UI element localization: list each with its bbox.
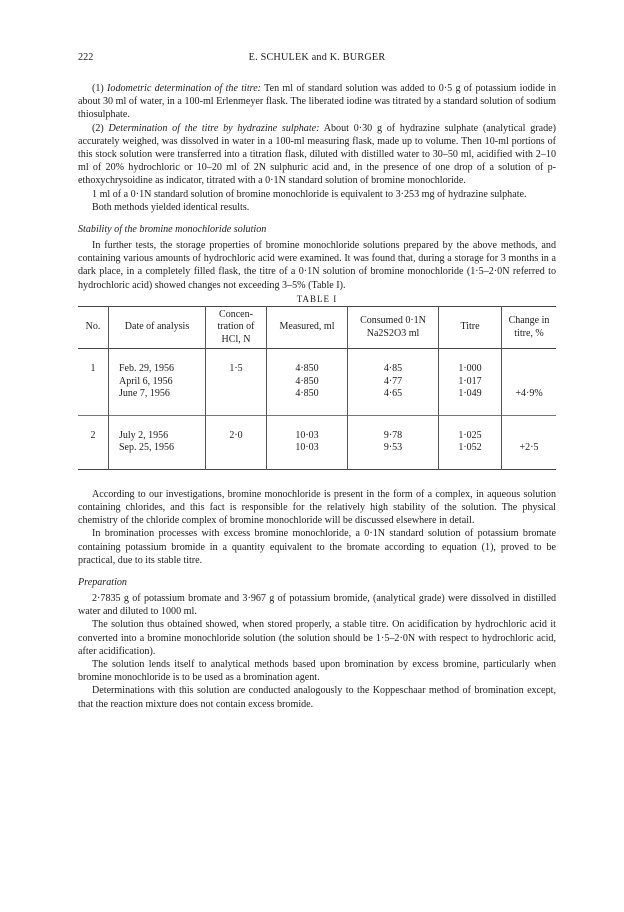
paragraph-storage: In further tests, the storage properties of bromine monochloride solutions prepared by the above methods, and containing various amounts of hydrochloric acid were examined. It was found that, during a storage for 3 months in a dark place, in a completely filled flask, the titre of a 0·1N solution of bromine monochloride (1·5–2·0N referred to hydrochloric acid) showed changes not exceeding 3–5% (Table I). <box>78 240 556 291</box>
page-number: 222 <box>78 52 94 63</box>
cell-titre-value: 1·025 <box>458 429 482 441</box>
cell-consumed-value: 9·78 <box>383 429 403 441</box>
cell-dates-value: Feb. 29, 1956 <box>119 363 174 375</box>
cell-titre-value: 1·049 <box>458 388 482 400</box>
running-authors: E. SCHULEK and K. BURGER <box>248 52 386 63</box>
header-titre: Titre <box>439 306 502 349</box>
cell-consumed-value: 9·53 <box>383 442 403 454</box>
cell-titre-value: 1·000 <box>458 363 482 375</box>
paragraph-identical: Both methods yielded identical results. <box>92 201 250 213</box>
paragraph-title: Iodometric determination of the titre: <box>107 83 262 94</box>
cell-no: 2 <box>78 415 109 469</box>
cell-consumed-value: 4·65 <box>383 388 403 400</box>
cell-measured-value: 4·850 <box>295 363 319 375</box>
cell-change: +2·5 <box>519 442 539 454</box>
cell-titre-value: 1·017 <box>458 375 482 387</box>
table-header-row <box>78 306 556 349</box>
header-measured: Measured, ml <box>267 306 348 349</box>
cell-change: +4·9% <box>515 388 543 400</box>
section-heading-preparation: Preparation <box>78 577 127 589</box>
running-header <box>78 52 556 68</box>
paragraph-bromination: In bromination processes with excess bromine monochloride, a 0·1N standard solution of potassium bromate containing potassium bromide in a quantity equivalent to the bromate according to equation (1), proved to be practical, due to its stable titre. <box>78 528 556 566</box>
table-row <box>78 349 556 416</box>
paragraph-stable-titre: The solution thus obtained showed, when stored properly, a stable titre. On acidification by hydrochloric acid it converted into a bromine monochloride solution (the solution should be 1·5–2·0N with respect to hydrochloric acid, after acidification). <box>78 619 556 657</box>
cell-measured-value: 4·850 <box>295 388 319 400</box>
cell-measured-value: 4·850 <box>295 375 319 387</box>
cell-dates <box>109 349 206 416</box>
table-body <box>78 349 556 470</box>
header-change: Change in titre, % <box>508 315 550 339</box>
header-concentration: Concen-tration of HCl, N <box>206 306 267 349</box>
cell-measured-value: 10·03 <box>295 442 319 454</box>
table-row <box>78 415 556 469</box>
header-consumed: Consumed 0·1N Na2S2O3 ml <box>348 306 439 349</box>
cell-concentration: 1·5 <box>206 349 267 416</box>
cell-dates-value: June 7, 1956 <box>119 388 170 400</box>
cell-dates-value: July 2, 1956 <box>119 429 169 441</box>
header-date: Date of analysis <box>109 306 206 349</box>
cell-titre-value: 1·052 <box>458 442 482 454</box>
cell-titre <box>439 349 502 416</box>
cell-consumed-value: 4·77 <box>383 375 403 387</box>
section-heading-stability: Stability of the bromine monochloride solution <box>78 224 267 236</box>
paragraph-koppeschaar: Determinations with this solution are conducted analogously to the Koppeschaar method of bromination except, that the reaction mixture does not contain excess bromide. <box>78 685 556 710</box>
cell-dates <box>109 415 206 469</box>
table-caption: TABLE I <box>296 293 338 304</box>
paragraph-analytical: The solution lends itself to analytical methods based upon bromination by excess bromine, particularly when bromine monochloride is to be used as a bromination agent. <box>78 659 556 684</box>
paragraph-preparation: 2·7835 g of potassium bromate and 3·967 g of potassium bromide, (analytical grade) were dissolved in distilled water and diluted to 1000 ml. <box>78 593 556 618</box>
cell-consumed <box>348 349 439 416</box>
cell-dates-value: April 6, 1956 <box>119 375 173 387</box>
paragraph-iodometric: (1) Iodometric determination of the titre: Ten ml of standard solution was added to 0·5 g of potassium iodide in about 30 ml of water, in a 100-ml Erlenmeyer flask. The liberated iodine was titrated by a standard solution of sodium thiosulphate. <box>78 83 556 121</box>
cell-measured-value: 10·03 <box>295 429 319 441</box>
cell-titre <box>439 415 502 469</box>
cell-dates-value: Sep. 25, 1956 <box>119 442 174 454</box>
cell-no: 1 <box>78 349 109 416</box>
document-page <box>78 52 556 711</box>
cell-measured <box>267 349 348 416</box>
header-no: No. <box>78 306 109 349</box>
data-table <box>78 306 556 470</box>
cell-measured <box>267 415 348 469</box>
paragraph-hydrazine: (2) Determination of the titre by hydrazine sulphate: About 0·30 g of hydrazine sulphate (analytical grade) accurately weighed, was dissolved in water in a 100-ml measuring flask, made up to volume. Then 10-ml portions of this stock solution were transferred into a titration flask, diluted with distilled water to 30–50 ml, acidified with 2–10 ml of 20% hydrochloric or 10–20 ml of 2N sulphuric acid and, in the presence of one drop of a solution of p-ethoxychrysoidine as indicator, titrated with a 0·1N standard solution of bromine monochloride. <box>78 122 557 187</box>
cell-concentration: 2·0 <box>206 415 267 469</box>
cell-consumed <box>348 415 439 469</box>
cell-consumed-value: 4·85 <box>383 363 403 375</box>
paragraph-equivalence: 1 ml of a 0·1N standard solution of bromine monochloride is equivalent to 3·253 mg of hydrazine sulphate. <box>92 188 527 200</box>
paragraph-complex: According to our investigations, bromine monochloride is present in the form of a complex, in aqueous solution containing chlorides, and this fact is responsible for the relatively high stability of the solution. The physical chemistry of the chloride complex of bromine monochloride will be discussed elsewhere in detail. <box>78 488 556 527</box>
paragraph-title: Determination of the titre by hydrazine sulphate: <box>108 122 320 134</box>
